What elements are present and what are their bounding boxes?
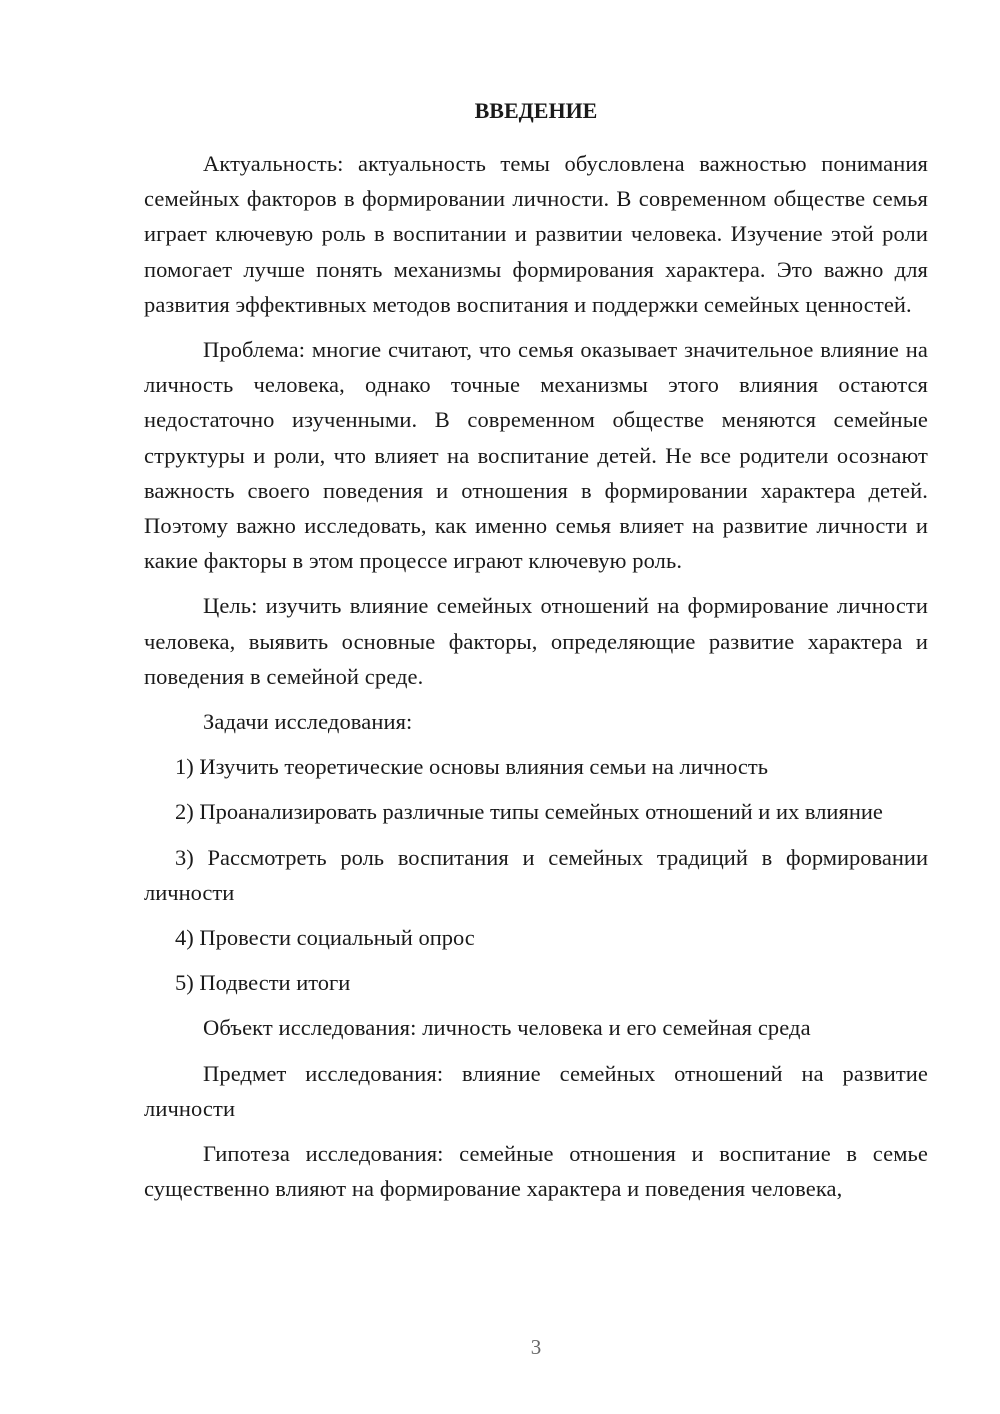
task-item-2: 2) Проанализировать различные типы семейных отношений и их влияние: [175, 799, 883, 825]
paragraph-problem: Проблема: многие считают, что семья оказывает значительное влияние на личность человека, однако точные механизмы этого влияния остаются недостаточно изученными. В современном обществе меняются семейные структуры и роли, что влияет на воспитание детей. Не все родители осознают важность своего поведения и отношения в формировании характера детей. Поэтому важно исследовать, как именно семья влияет на развитие личности и какие факторы в этом процессе играют ключевую роль.: [144, 337, 928, 574]
page-number: 3: [530, 1335, 542, 1359]
paragraph-relevance: Актуальность: актуальность темы обусловлена важностью понимания семейных факторов в формировании личности. В современном обществе семья играет ключевую роль в воспитании и развитии человека. Изучение этой роли помогает лучше понять механизмы формирования характера. Это важно для развития эффективных методов воспитания и поддержки семейных ценностей.: [144, 151, 928, 317]
tasks-heading: Задачи исследования:: [203, 709, 413, 735]
task-item-1: 1) Изучить теоретические основы влияния семьи на личность: [175, 754, 769, 780]
paragraph-hypothesis: Гипотеза исследования: семейные отношения и воспитание в семье существенно влияют на формирование характера и поведения человека,: [144, 1141, 928, 1202]
paragraph-subject: Предмет исследования: влияние семейных отношений на развитие личности: [144, 1060, 928, 1121]
task-item-4: 4) Провести социальный опрос: [175, 925, 475, 951]
document-page: [144, 96, 928, 1216]
task-item-5: 5) Подвести итоги: [175, 970, 351, 996]
section-title: ВВЕДЕНИЕ: [474, 98, 598, 123]
paragraph-object: Объект исследования: личность человека и его семейная среда: [203, 1015, 811, 1041]
paragraph-goal: Цель: изучить влияние семейных отношений на формирование личности человека, выявить основные факторы, определяющие развитие характера и поведения в семейной среде.: [144, 593, 928, 689]
task-item-3: 3) Рассмотреть роль воспитания и семейных традиций в формировании личности: [144, 844, 928, 905]
